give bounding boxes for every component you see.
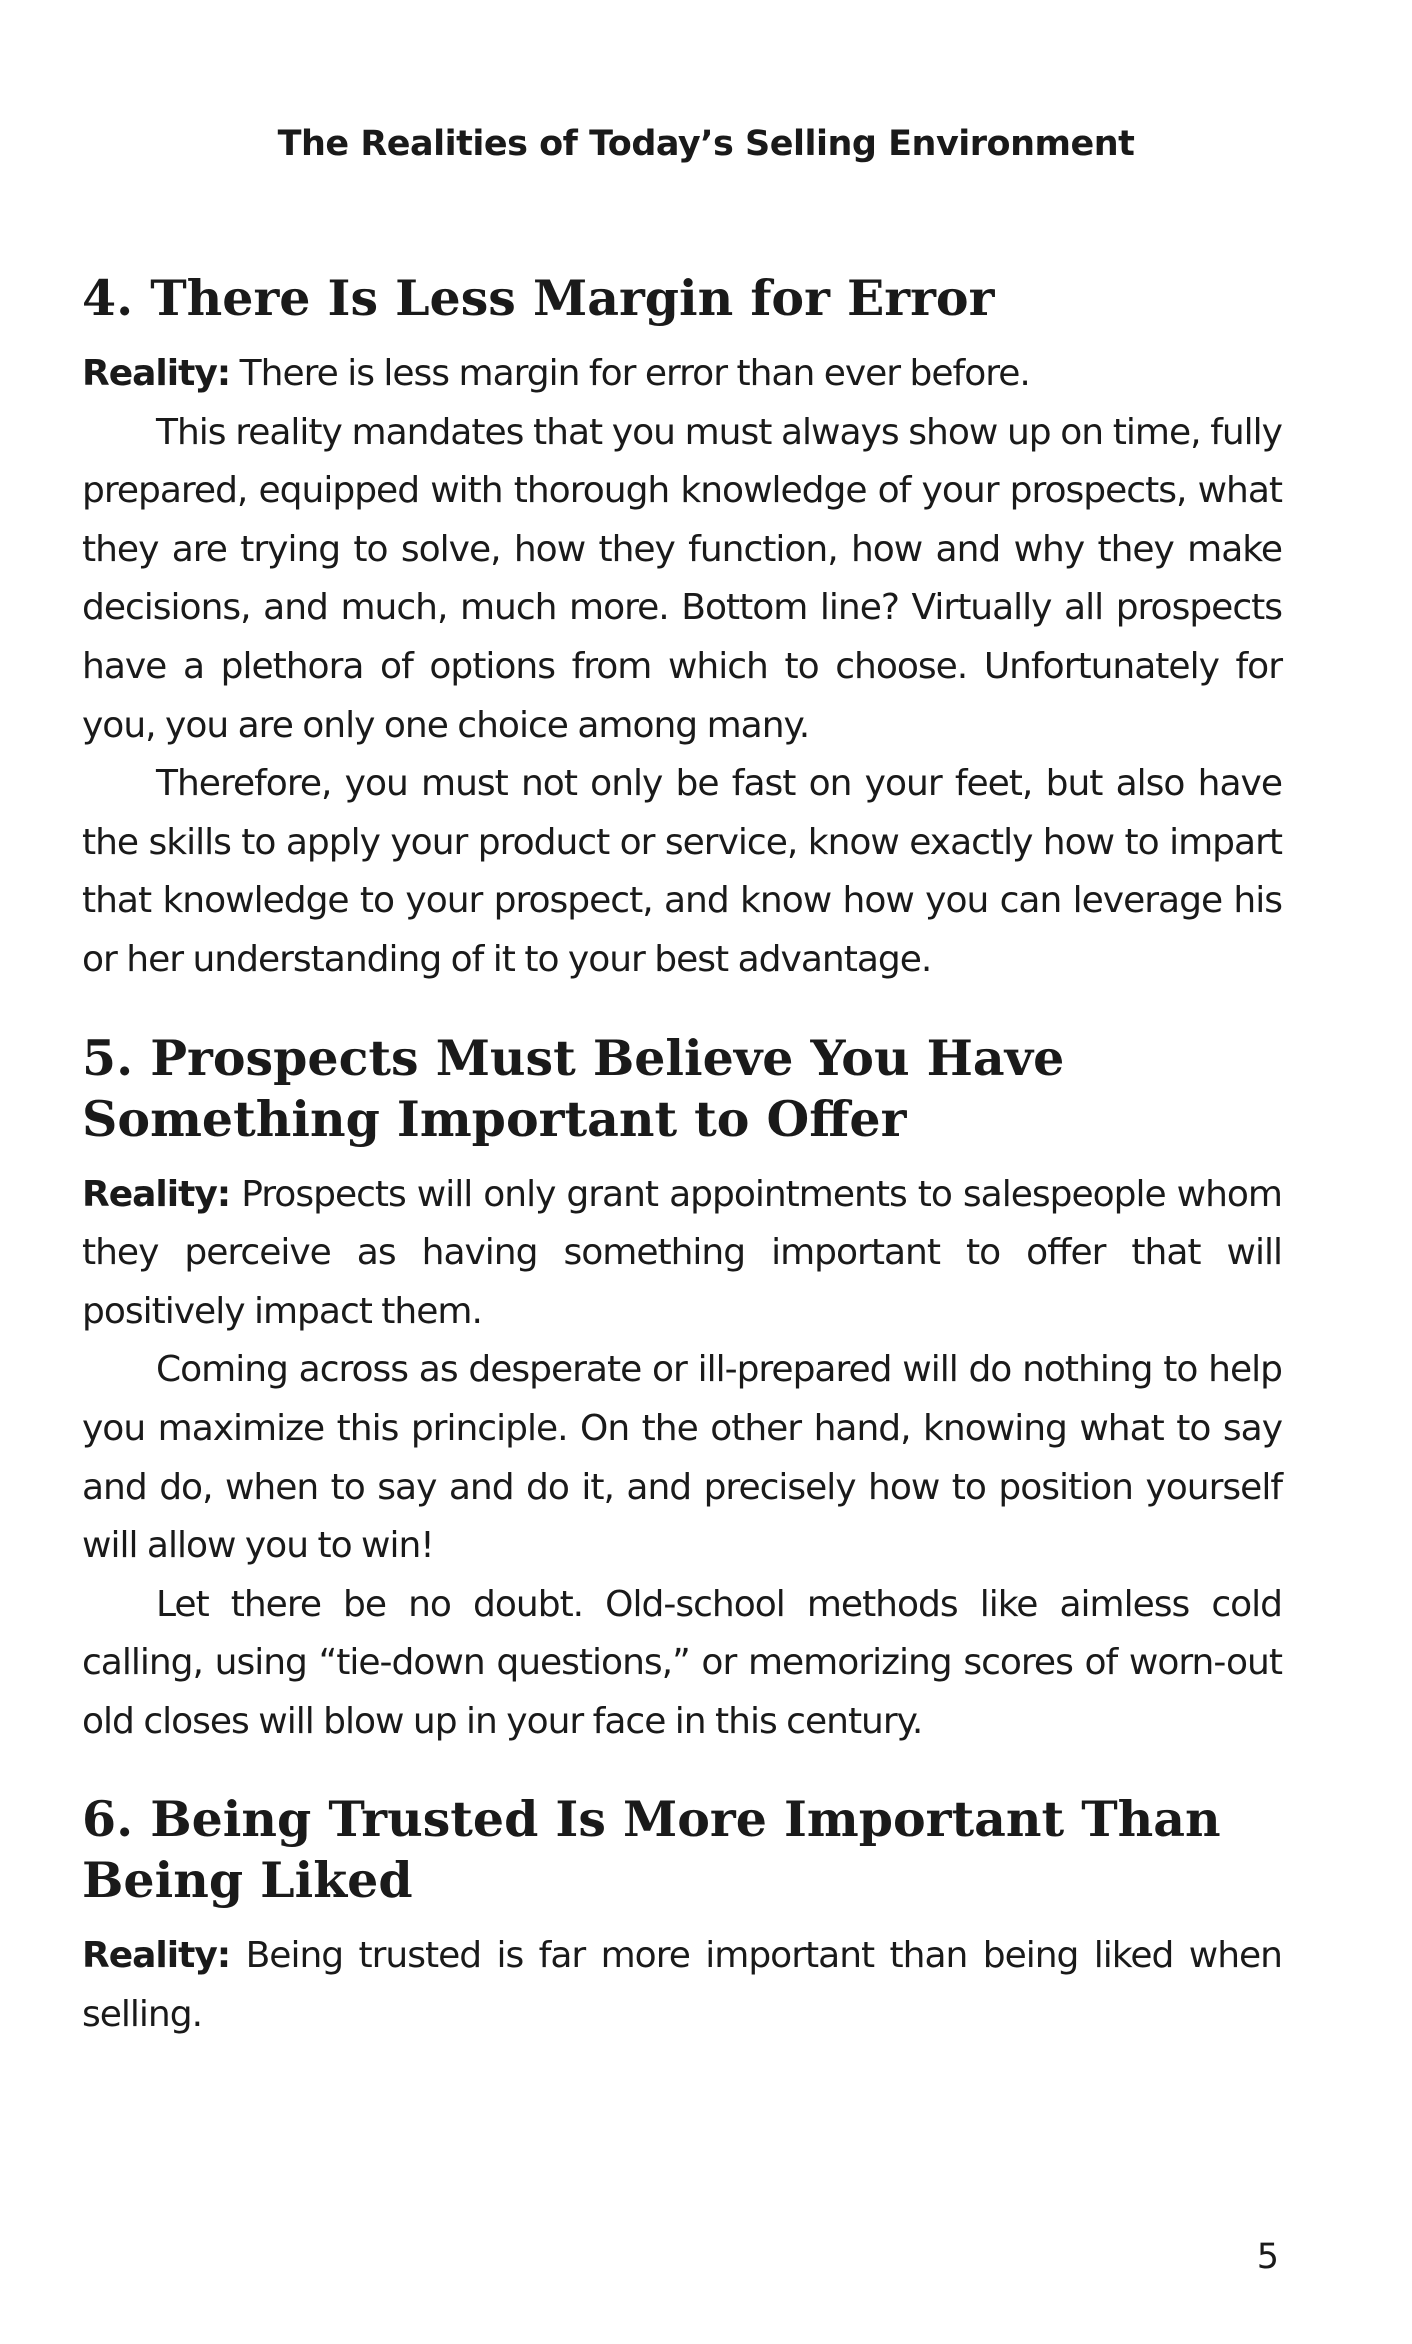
running-head: The Realities of Today’s Selling Environment [277, 124, 1135, 164]
body-paragraph: Therefore, you must not only be fast on your feet, but also have the skills to apply your product or service, know exactly how to impart that knowledge to your prospect, and know how you can leverage his or her understanding of it to your best advantage. [82, 763, 1282, 980]
reality-text: Being trusted is far more important than being liked when selling. [82, 1935, 1282, 2036]
page-content [82, 268, 1282, 2045]
section-trusted-vs-liked [82, 1789, 1282, 2044]
body-paragraph: Coming across as desperate or ill-prepared will do nothing to help you maximize this principle. On the other hand, knowing what to say and do, when to say and do it, and precisely how to position yourself will allow you to win! [82, 1349, 1282, 1567]
reality-text: There is less margin for error than ever before. [239, 353, 1030, 394]
reality-statement [82, 1927, 1282, 2044]
section-heading: 6. Being Trusted Is More Important Than Being Liked [82, 1790, 1221, 1910]
section-something-important-to-offer [82, 1028, 1282, 1752]
reality-statement [82, 1166, 1282, 1342]
reality-label: Reality: [82, 1935, 231, 1977]
body-paragraph: This reality mandates that you must always show up on time, fully prepared, equipped with thorough knowledge of your prospects, what they are trying to solve, how they function, how and why they make decisions, and much, much more. Bottom line? Virtually all prospects have a plethora of options from which to choose. Unfortunately for you, you are only one choice among many. [82, 411, 1282, 746]
section-less-margin-for-error [82, 268, 1282, 990]
body-paragraph: Let there be no doubt. Old-school methods like aimless cold calling, using “tie-down questions,” or memorizing scores of worn-out old closes will blow up in your face in this century. [82, 1583, 1282, 1742]
reality-statement [82, 345, 1282, 404]
section-heading: 5. Prospects Must Believe You Have Something Important to Offer [82, 1028, 1065, 1148]
section-heading: 4. There Is Less Margin for Error [82, 269, 995, 327]
reality-label: Reality: [82, 353, 231, 394]
page-number: 5 [1256, 2237, 1279, 2277]
reality-label: Reality: [82, 1173, 231, 1215]
reality-text: Prospects will only grant appointments to salespeople whom they perceive as having something important to offer that will positively impact them. [82, 1173, 1282, 1332]
